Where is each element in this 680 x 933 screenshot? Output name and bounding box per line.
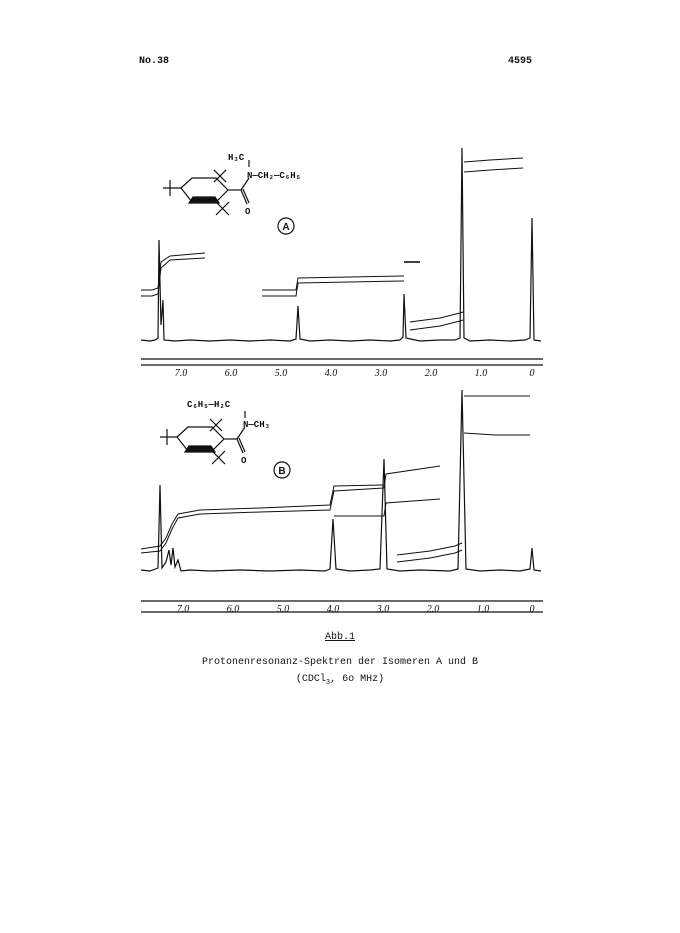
tick-b-5: 5.0 — [276, 604, 290, 615]
conditions-suffix: , 6o MHz) — [330, 674, 385, 685]
structure-a-amine-chain: N—CH₂—C₆H₅ — [247, 171, 302, 181]
tick-a-5: 5.0 — [274, 368, 288, 379]
spectrum-b-trace — [141, 390, 541, 571]
tick-a-4: 4.0 — [324, 368, 338, 379]
tick-b-6: 6.0 — [226, 604, 240, 615]
spectrum-b-label: B — [278, 466, 286, 477]
tick-a-0: 0 — [529, 368, 535, 379]
structure-a-carbonyl-o: O — [245, 207, 251, 217]
page-number: 4595 — [508, 56, 533, 67]
tick-b-0: 0 — [529, 604, 535, 615]
tick-a-2: 2.0 — [424, 368, 438, 379]
conditions-prefix: (CDCl — [295, 674, 326, 685]
structure-b-benzyl-chain: C₆H₅—H₂C — [187, 400, 231, 410]
structure-b-amine-methyl: N—CH₃ — [243, 420, 271, 430]
spectrum-a-trace — [141, 148, 541, 341]
tick-b-1: 1.0 — [476, 604, 490, 615]
tick-a-6: 6.0 — [224, 368, 238, 379]
tick-b-7: 7.0 — [176, 604, 190, 615]
figure-label: Abb.1 — [324, 632, 355, 643]
journal-number: No.38 — [139, 56, 170, 67]
tick-a-7: 7.0 — [174, 368, 188, 379]
structure-a — [163, 160, 249, 215]
figure-caption-title: Protonenresonanz-Spektren der Isomeren A und B — [201, 657, 479, 668]
spectrum-b — [141, 390, 543, 612]
structure-a-methyl: H₃C — [228, 153, 245, 163]
tick-b-4: 4.0 — [326, 604, 340, 615]
tick-a-1: 1.0 — [474, 368, 488, 379]
spectrum-a-label: A — [282, 222, 290, 233]
conditions-subscript: 3 — [325, 679, 331, 687]
structure-b-carbonyl-o: O — [241, 456, 247, 466]
figure-caption-conditions — [0, 674, 680, 687]
tick-b-2: 2.0 — [426, 604, 440, 615]
spectrum-a — [141, 148, 543, 365]
tick-b-3: 3.0 — [376, 604, 390, 615]
tick-a-3: 3.0 — [374, 368, 388, 379]
structure-b — [160, 411, 245, 464]
